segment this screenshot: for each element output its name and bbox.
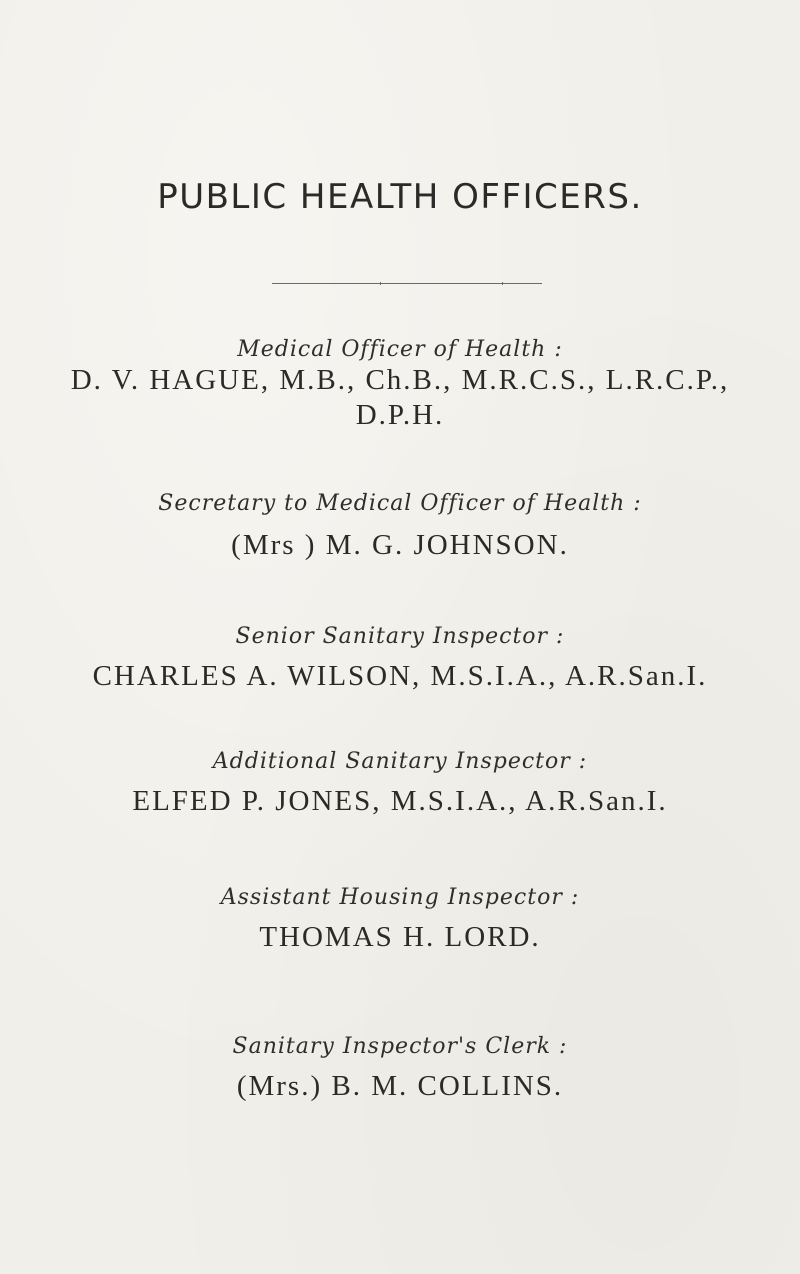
role-medical-officer: Medical Officer of Health : xyxy=(237,337,563,362)
role-senior-sanitary-inspector: Senior Sanitary Inspector : xyxy=(235,624,565,649)
name-assistant-housing-inspector: THOMAS H. LORD. xyxy=(259,921,541,953)
divider-tick xyxy=(502,282,503,285)
name-additional-sanitary-inspector: ELFED P. JONES, M.S.I.A., A.R.San.I. xyxy=(132,785,668,817)
name-medical-officer: D. V. HAGUE, M.B., Ch.B., M.R.C.S., L.R.C.P., xyxy=(70,364,730,396)
name-secretary: (Mrs ) M. G. JOHNSON. xyxy=(231,529,569,561)
role-additional-sanitary-inspector: Additional Sanitary Inspector : xyxy=(212,749,588,774)
divider-tick xyxy=(380,282,381,285)
role-assistant-housing-inspector: Assistant Housing Inspector : xyxy=(220,885,580,910)
role-secretary: Secretary to Medical Officer of Health : xyxy=(158,491,642,516)
page-title: PUBLIC HEALTH OFFICERS. xyxy=(157,177,643,217)
name-sanitary-inspectors-clerk: (Mrs.) B. M. COLLINS. xyxy=(236,1070,564,1102)
title-divider xyxy=(272,283,542,284)
name-medical-officer-qualification: D.P.H. xyxy=(355,399,445,431)
name-senior-sanitary-inspector: CHARLES A. WILSON, M.S.I.A., A.R.San.I. xyxy=(92,660,708,692)
role-sanitary-inspectors-clerk: Sanitary Inspector's Clerk : xyxy=(232,1034,568,1059)
